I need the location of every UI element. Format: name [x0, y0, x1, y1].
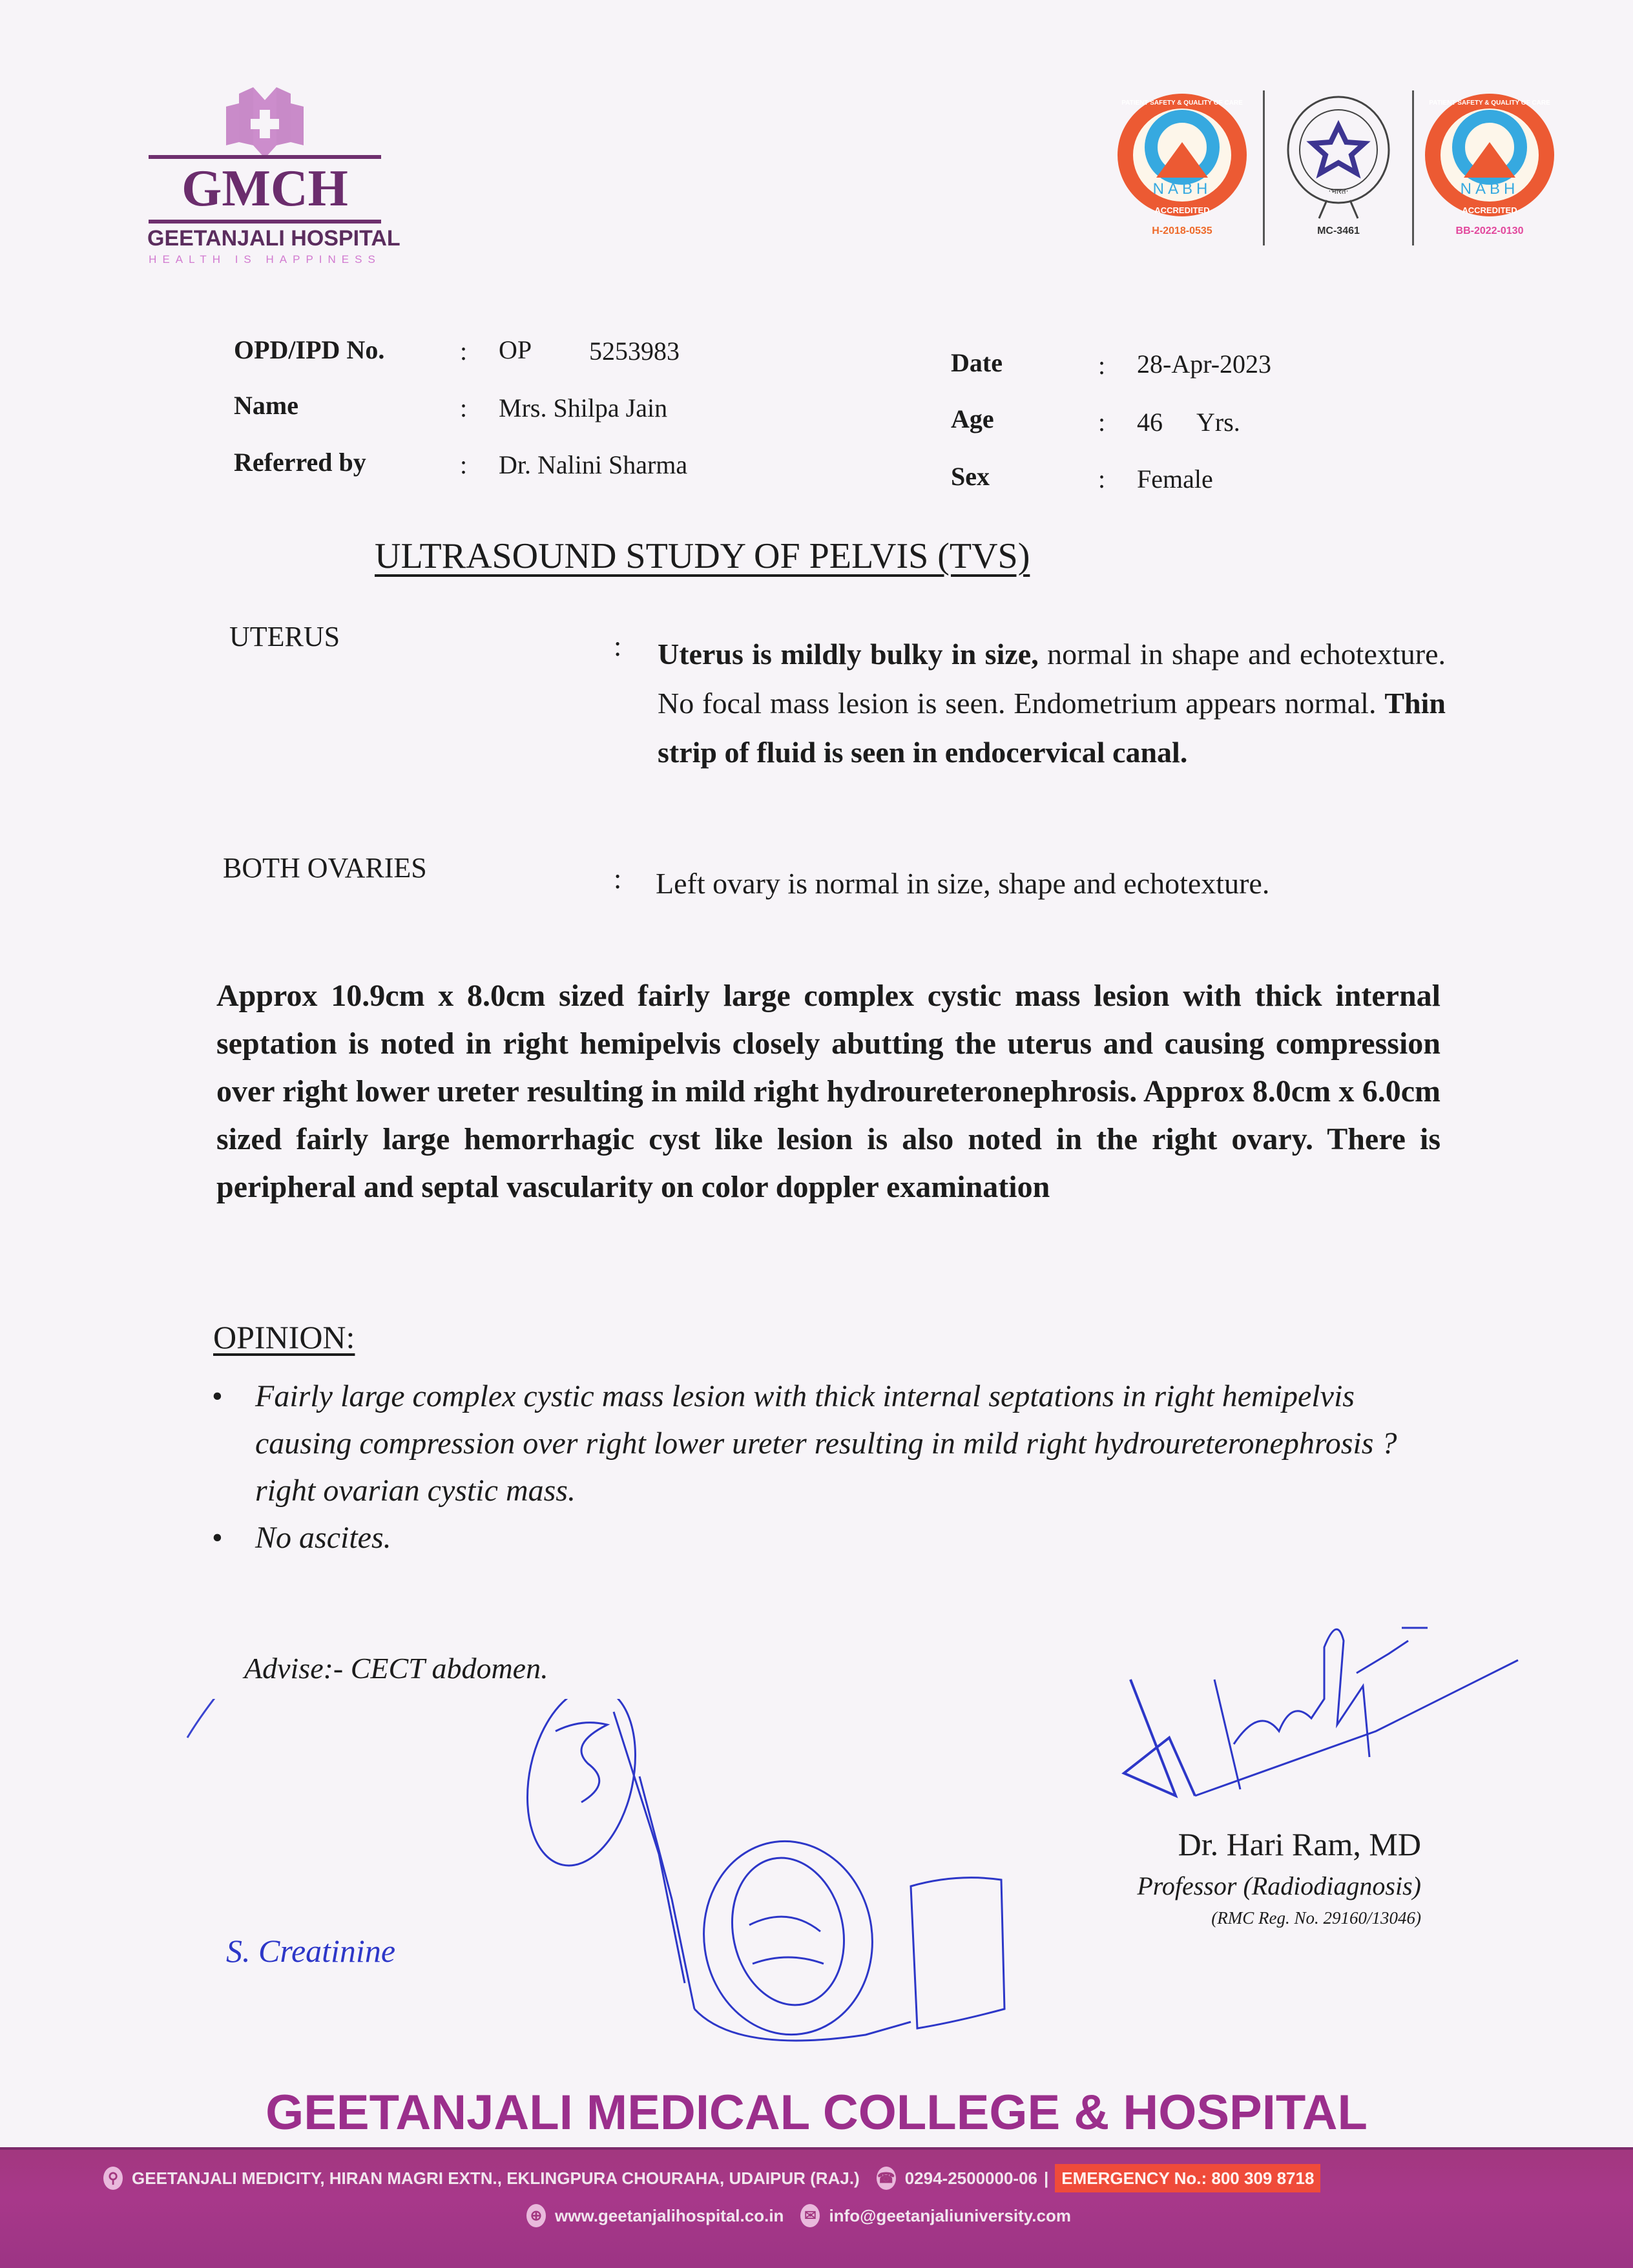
ovaries-findings: Left ovary is normal in size, shape and echotexture. — [656, 867, 1270, 900]
opinion-item — [207, 1514, 1421, 1561]
badge-divider — [1263, 90, 1265, 245]
footer-divider: | — [1044, 2169, 1049, 2188]
svg-text:NABH: NABH — [1460, 180, 1519, 198]
opinion-text: Fairly large complex cystic mass lesion with thick internal septations in right hemipelvis causing compression over right lower ureter resulting in mild right hydroureteronephrosis ? right ovarian cystic mass. — [255, 1379, 1397, 1508]
logo-name: GEETANJALI HOSPITAL — [147, 226, 400, 251]
report-title: ULTRASOUND STUDY OF PELVIS (TVS) — [375, 536, 1030, 576]
doctor-designation: Professor (Radiodiagnosis) — [1137, 1871, 1421, 1900]
separator: : — [460, 393, 468, 422]
phone-icon: ☎ — [877, 2167, 896, 2190]
opinion-heading: OPINION: — [213, 1319, 355, 1355]
report-date: 28-Apr-2023 — [1137, 349, 1272, 379]
sex-label: Sex — [951, 462, 990, 491]
separator: : — [1098, 351, 1106, 380]
ovaries-label: BOTH OVARIES — [223, 852, 427, 884]
bullet-icon: • — [212, 1379, 223, 1413]
nabl-accreditation-icon — [1267, 90, 1409, 220]
footer-web-row — [526, 2203, 1071, 2229]
footer-email[interactable]: info@geetanjaliuniversity.com — [829, 2206, 1071, 2225]
nabh-accreditation-icon — [1111, 90, 1253, 220]
footer-contact-row — [103, 2164, 1320, 2192]
opd-number: 5253983 — [589, 337, 680, 366]
uterus-bold-2: Thin strip of fluid is seen in endocervical canal. — [658, 687, 1446, 769]
separator: : — [1098, 408, 1106, 437]
institution-name: GEETANJALI MEDICAL COLLEGE & HOSPITAL — [265, 2085, 1368, 2140]
logo-rule-bottom — [149, 220, 381, 224]
sex-value: Female — [1137, 464, 1213, 494]
uterus-findings — [658, 630, 1446, 777]
globe-icon: ⊕ — [526, 2204, 546, 2227]
separator: : — [460, 337, 468, 366]
advise-text: Advise:- CECT abdomen. — [244, 1652, 548, 1685]
svg-text:PATIENT SAFETY & QUALITY OF CA: PATIENT SAFETY & QUALITY OF CARE — [1429, 99, 1550, 107]
badge-divider — [1412, 90, 1414, 245]
nabh-accreditation-icon — [1419, 90, 1561, 220]
emergency-number[interactable]: EMERGENCY No.: 800 309 8718 — [1055, 2164, 1320, 2192]
age-value: 46 — [1137, 408, 1163, 437]
footer-phone[interactable]: 0294-2500000-06 — [904, 2169, 1037, 2188]
badge-code: H-2018-0535 — [1152, 225, 1212, 236]
separator: : — [614, 630, 622, 662]
opinion-list — [207, 1373, 1421, 1561]
nabl-badge — [1267, 90, 1409, 245]
age-unit: Yrs. — [1196, 408, 1240, 437]
footer-website[interactable]: www.geetanjalihospital.co.in — [555, 2206, 784, 2225]
svg-text:·भारत·: ·भारत· — [1328, 187, 1349, 196]
location-pin-icon: ⚲ — [103, 2167, 123, 2190]
findings-paragraph: Approx 10.9cm x 8.0cm sized fairly large complex cystic mass lesion with thick internal septation is noted in right hemipelvis closely abutting the uterus and causing compression over right lower ureter resulting in mild right hydroureteronephrosis. Approx 8.0cm x 6.0cm sized fairly large hemorrhagic cyst like lesion is also noted in the right ovary. There is peripheral and septal vascularity on color doppler examination — [216, 979, 1441, 1204]
opd-label: OPD/IPD No. — [234, 335, 385, 364]
logo-rule-top — [149, 155, 381, 159]
doctor-signature — [1066, 1608, 1550, 1822]
bullet-icon: • — [212, 1521, 223, 1555]
referred-label: Referred by — [234, 448, 366, 477]
logo-tagline: HEALTH IS HAPPINESS — [149, 253, 381, 265]
svg-text:NABH: NABH — [1152, 180, 1212, 198]
svg-text:ACCREDITED: ACCREDITED — [1462, 205, 1517, 215]
referred-by: Dr. Nalini Sharma — [499, 450, 688, 479]
doctor-registration: (RMC Reg. No. 29160/13046) — [1211, 1908, 1421, 1928]
separator: : — [614, 863, 622, 895]
logo-abbr: GMCH — [182, 160, 348, 217]
name-label: Name — [234, 391, 298, 420]
separator: : — [460, 450, 468, 479]
email-icon: ✉ — [800, 2204, 820, 2227]
opd-type: OP — [499, 335, 532, 364]
svg-text:ACCREDITED: ACCREDITED — [1154, 205, 1210, 215]
age-label: Age — [951, 404, 994, 433]
svg-text:PATIENT SAFETY & QUALITY OF CA: PATIENT SAFETY & QUALITY OF CARE — [1121, 99, 1243, 107]
nabh-bloodbank-badge — [1419, 90, 1561, 245]
uterus-text: normal in shape and echotexture. No focal mass lesion is seen. Endometrium appears normal. — [658, 638, 1446, 720]
footer-band — [0, 2147, 1633, 2268]
opinion-text: No ascites. — [255, 1521, 391, 1555]
handwritten-note: S. Creatinine — [226, 1933, 396, 1969]
footer-address: GEETANJALI MEDICITY, HIRAN MAGRI EXTN., EKLINGPURA CHOURAHA, UDAIPUR (RAJ.) — [132, 2169, 860, 2188]
separator: : — [1098, 464, 1106, 494]
doctor-name: Dr. Hari Ram, MD — [1178, 1826, 1421, 1862]
badge-code: BB-2022-0130 — [1455, 225, 1524, 236]
date-label: Date — [951, 348, 1003, 377]
uterus-label: UTERUS — [229, 621, 340, 652]
uterus-bold-1: Uterus is mildly bulky in size, — [658, 638, 1039, 671]
nabh-hospital-badge — [1111, 90, 1253, 245]
book-with-cross-icon — [213, 74, 317, 165]
handwritten-diagram — [168, 1699, 1008, 2061]
opinion-item — [207, 1373, 1421, 1514]
badge-code: MC-3461 — [1317, 225, 1360, 236]
patient-name: Mrs. Shilpa Jain — [499, 393, 668, 422]
